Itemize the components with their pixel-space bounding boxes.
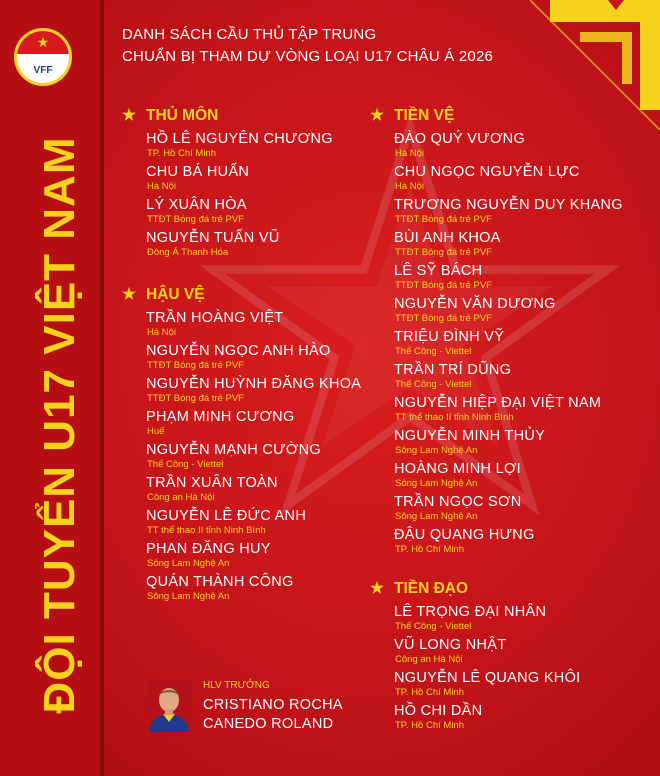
player-club: TTĐT Bóng đá trẻ PVF: [395, 313, 492, 324]
player-item: [394, 670, 580, 699]
player-club: Hà Nội: [395, 181, 425, 192]
player-club: Huế: [147, 426, 165, 437]
player-name: ĐÀO QUÝ VƯƠNG: [394, 131, 526, 147]
player-name: PHAN ĐĂNG HUY: [146, 541, 271, 557]
player-club: Sông Lam Nghệ An: [395, 511, 478, 522]
player-club: Hà Nội: [147, 327, 177, 338]
player-item: [394, 461, 521, 490]
player-item: [146, 409, 295, 438]
player-club: Sông Lam Nghệ An: [147, 591, 230, 602]
player-item: [146, 475, 278, 504]
star-icon: ★: [122, 107, 136, 124]
section-title-goalkeepers: ★ THỦ MÔN: [122, 107, 219, 124]
page-header: [122, 24, 493, 68]
coach-name-line-2: CANEDO ROLAND: [203, 716, 334, 732]
player-item: [394, 131, 525, 160]
player-name: TRIỆU ĐÌNH VỸ: [394, 329, 505, 345]
player-item: [146, 164, 249, 193]
player-club: Đông Á Thanh Hóa: [147, 247, 229, 258]
player-item: [394, 527, 535, 556]
player-item: [394, 164, 580, 193]
player-club: TTĐT Bóng đá trẻ PVF: [395, 280, 492, 291]
player-name: NGUYỄN VĂN DƯƠNG: [394, 296, 556, 312]
player-club: TP. Hồ Chí Minh: [395, 687, 464, 698]
corner-decoration: [510, 0, 660, 130]
header-line-1: DANH SÁCH CẦU THỦ TẬP TRUNG: [122, 26, 377, 43]
player-item: [146, 541, 271, 570]
player-club: TTĐT Bóng đá trẻ PVF: [147, 393, 244, 404]
player-club: TTĐT Bóng đá trẻ PVF: [147, 214, 244, 225]
player-name: LÊ TRỌNG ĐẠI NHÂN: [394, 604, 547, 620]
player-name: NGUYỄN LÊ QUANG KHÔI: [394, 670, 581, 686]
player-club: TTĐT Bóng đá trẻ PVF: [395, 214, 492, 225]
player-item: [146, 508, 306, 537]
player-name: CHU NGỌC NGUYỄN LỰC: [394, 164, 580, 180]
player-name: NGUYỄN HIỆP ĐẠI VIỆT NAM: [394, 395, 602, 411]
player-club: Hà Nội: [395, 148, 425, 159]
player-item: [394, 329, 504, 358]
player-item: [394, 197, 623, 226]
player-item: [146, 310, 283, 339]
player-club: TT thể thao II tỉnh Ninh Bình: [147, 525, 266, 536]
section-title-midfielders: ★ TIỀN VỆ: [370, 107, 455, 124]
player-name: CHU BÁ HUẤN: [146, 164, 250, 180]
player-club: Sông Lam Nghệ An: [395, 445, 478, 456]
player-club: Thể Công - Viettel: [395, 379, 472, 390]
player-name: VŨ LONG NHẬT: [394, 637, 507, 653]
player-name: NGUYỄN NGỌC ANH HÀO: [146, 343, 331, 359]
player-club: Sông Lam Nghệ An: [147, 558, 230, 569]
player-club: TP. Hồ Chí Minh: [395, 544, 464, 555]
logo-text: VFF: [33, 65, 53, 76]
player-club: TT thể thao II tỉnh Ninh Bình: [395, 412, 514, 423]
player-item: [394, 362, 511, 391]
player-item: [146, 131, 333, 160]
player-club: TP. Hồ Chí Minh: [147, 148, 216, 159]
player-name: TRẦN TRÍ DŨNG: [394, 362, 512, 378]
coach-avatar: [147, 680, 191, 732]
sidebar-divider: [100, 0, 104, 776]
player-item: [146, 343, 331, 372]
player-name: BÙI ANH KHOA: [394, 230, 501, 246]
player-name: TRẦN NGỌC SƠN: [394, 494, 522, 510]
player-name: NGUYỄN LÊ ĐỨC ANH: [146, 508, 307, 524]
player-item: [394, 494, 522, 523]
player-item: [146, 197, 247, 226]
player-club: TTĐT Bóng đá trẻ PVF: [147, 360, 244, 371]
coach-role-label: HLV TRƯỞNG: [203, 680, 270, 691]
player-name: TRƯƠNG NGUYỄN DUY KHANG: [394, 197, 623, 213]
player-name: QUÁN THÀNH CÔNG: [146, 574, 294, 590]
logo-star-icon: ★: [36, 34, 50, 50]
player-club: Hà Nội: [147, 181, 177, 192]
section-title-defenders: ★ HẬU VỆ: [122, 286, 205, 303]
player-name: LÊ SỸ BÁCH: [394, 263, 483, 279]
player-club: Thể Công - Viettel: [147, 459, 224, 470]
head-coach-block: [147, 680, 367, 740]
player-name: NGUYỄN TUẤN VŨ: [146, 230, 280, 246]
player-item: [146, 442, 321, 471]
section-title-forwards: ★ TIỀN ĐẠO: [370, 580, 469, 597]
player-name: NGUYỄN HUỲNH ĐĂNG KHOA: [146, 376, 362, 392]
player-item: [146, 574, 294, 603]
coach-portrait-icon: [147, 680, 191, 732]
player-name: HỒ LÊ NGUYÊN CHƯƠNG: [146, 131, 333, 147]
player-item: [146, 376, 361, 405]
player-item: [394, 637, 506, 666]
player-club: TP. Hồ Chí Minh: [395, 720, 464, 731]
player-name: TRẦN HOÀNG VIỆT: [146, 310, 284, 326]
player-name: HỒ CHI DẦN: [394, 703, 483, 719]
player-name: NGUYỄN MINH THỦY: [394, 428, 546, 444]
player-name: PHẠM MINH CƯƠNG: [146, 409, 295, 425]
player-item: [394, 703, 482, 732]
star-icon: ★: [370, 580, 384, 597]
player-name: HOÀNG MINH LỢI: [394, 461, 522, 477]
player-item: [394, 428, 545, 457]
player-club: Sông Lam Nghệ An: [395, 478, 478, 489]
player-club: Thể Công - Viettel: [395, 346, 472, 357]
player-item: [394, 296, 556, 325]
player-name: NGUYỄN MẠNH CƯỜNG: [146, 442, 321, 458]
star-icon: ★: [370, 107, 384, 124]
player-item: [394, 263, 492, 292]
player-item: [394, 604, 546, 633]
player-club: Thể Công - Viettel: [395, 621, 472, 632]
player-item: [146, 230, 280, 259]
player-item: [394, 395, 601, 424]
player-name: LÝ XUÂN HÒA: [146, 197, 247, 213]
vff-logo: [14, 28, 72, 86]
header-line-2: CHUẨN BỊ THAM DỰ VÒNG LOẠI U17 CHÂU Á 2026: [122, 48, 494, 65]
player-item: [394, 230, 501, 259]
coach-name-line-1: CRISTIANO ROCHA: [203, 697, 343, 713]
player-name: ĐẬU QUANG HƯNG: [394, 527, 535, 543]
player-club: TTĐT Bóng đá trẻ PVF: [395, 247, 492, 258]
star-icon: ★: [122, 286, 136, 303]
player-club: Công an Hà Nội: [395, 654, 463, 665]
vertical-team-title: ĐỘI TUYỂN U17 VIỆT NAM: [35, 136, 84, 714]
player-name: TRẦN XUÂN TOÀN: [146, 475, 278, 491]
player-club: Công an Hà Nội: [147, 492, 215, 503]
